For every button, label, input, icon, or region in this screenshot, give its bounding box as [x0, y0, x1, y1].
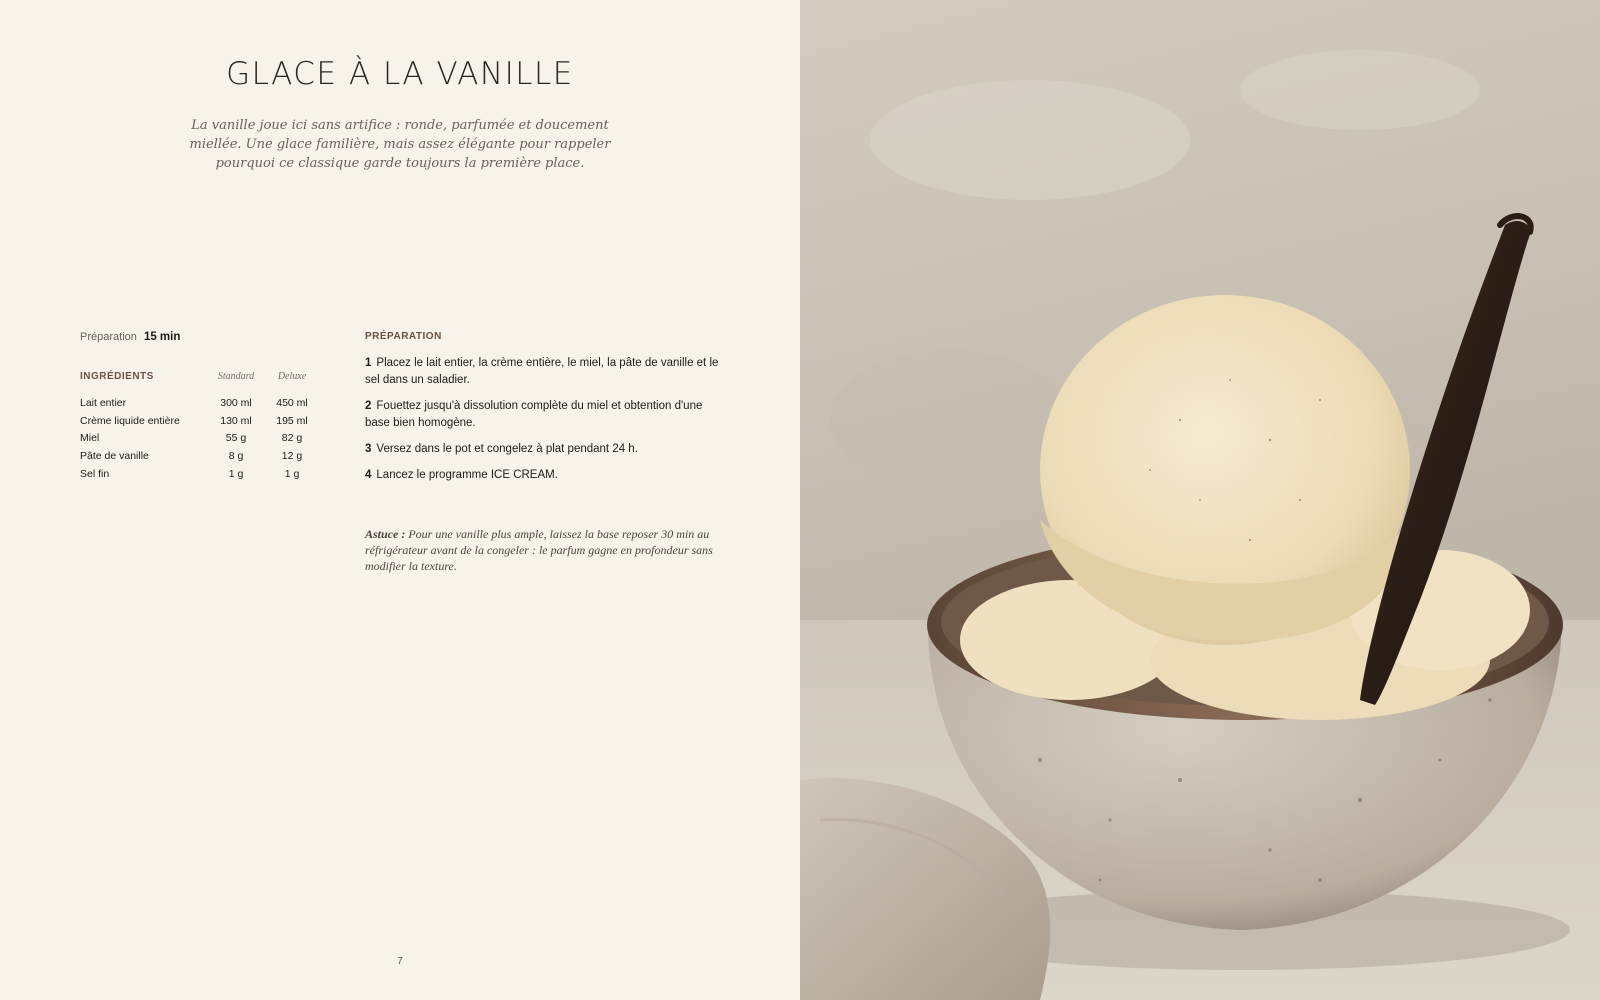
vanilla-ice-cream-photo [800, 0, 1600, 1000]
ingredient-row [80, 432, 320, 450]
ingredient-deluxe: 82 g [281, 432, 303, 445]
ingredient-row [80, 468, 320, 486]
ingredients-table [80, 397, 320, 485]
column-deluxe: Deluxe [277, 371, 307, 382]
prep-time [80, 331, 180, 343]
ingredient-deluxe: 1 g [284, 467, 300, 480]
ingredient-row [80, 415, 320, 433]
step-number: 3 [365, 443, 372, 455]
ingredient-row [80, 450, 320, 468]
ingredient-standard: 1 g [228, 467, 244, 480]
ingredient-name: Miel [80, 432, 100, 445]
prep-time-label: Préparation [80, 331, 137, 343]
ingredient-standard: 8 g [228, 450, 244, 463]
page-number: 7 [397, 956, 403, 967]
ingredient-name: Crème liquide entière [80, 414, 180, 427]
ingredients-heading: INGRÉDIENTS [80, 371, 154, 382]
ingredient-name: Sel fin [80, 467, 110, 480]
ingredient-standard: 300 ml [220, 397, 252, 409]
step-text: Placez le lait entier, la crème entière, le miel, la pâte de vanille et le sel dans un saladier. [365, 357, 719, 386]
step-text: Versez dans le pot et congelez à plat pendant 24 h. [376, 443, 638, 455]
column-standard: Standard [217, 371, 255, 382]
ingredient-deluxe: 450 ml [276, 397, 308, 409]
recipe-title: GLACE À LA VANILLE [226, 56, 574, 92]
step-text: Lancez le programme ICE CREAM. [376, 469, 558, 481]
prep-time-value: 15 min [143, 331, 181, 343]
step-number: 1 [365, 357, 372, 369]
preparation-steps [365, 355, 730, 493]
ingredient-standard: 55 g [225, 432, 247, 445]
step-number: 4 [365, 469, 372, 481]
step-item [365, 398, 730, 432]
tip-label: Astuce : [365, 527, 406, 541]
tip-note [365, 526, 730, 574]
tip-text: Pour une vanille plus ample, laissez la base reposer 30 min au réfrigérateur avant de la congeler : le parfum gagne en profondeur sans modifier la texture. [365, 527, 713, 573]
ingredient-name: Lait entier [80, 397, 127, 409]
ingredients-header [80, 371, 320, 387]
ingredient-deluxe: 12 g [281, 450, 303, 463]
recipe-intro: La vanille joue ici sans artifice : ronde, parfumée et doucement miellée. Une glace familière, mais assez élégante pour rappeler pourquoi ce classique garde toujours la première place. [189, 118, 611, 171]
ingredient-name: Pâte de vanille [80, 450, 149, 463]
step-text: Fouettez jusqu'à dissolution complète du miel et obtention d'une base bien homogène. [365, 400, 703, 429]
step-item [365, 441, 730, 458]
ingredient-row [80, 397, 320, 415]
ingredient-deluxe: 195 ml [276, 414, 308, 427]
step-number: 2 [365, 400, 372, 412]
photo-page [800, 0, 1600, 1000]
step-item [365, 355, 730, 389]
step-item [365, 467, 730, 484]
ingredient-standard: 130 ml [220, 414, 252, 427]
preparation-heading: PRÉPARATION [365, 331, 442, 342]
